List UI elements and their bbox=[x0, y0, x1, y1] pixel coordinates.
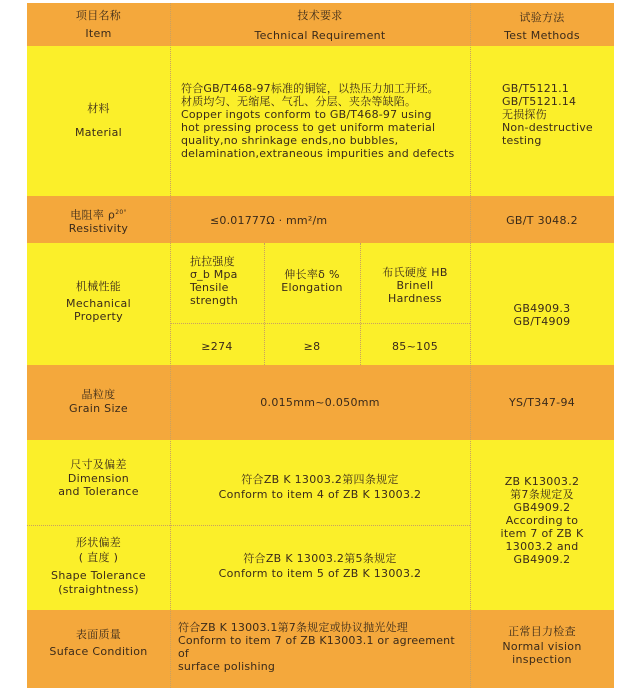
test-line: GB/T5121.14 bbox=[502, 95, 577, 108]
grid-line bbox=[27, 525, 470, 526]
test-line: GB4909.3 bbox=[513, 302, 571, 315]
shape-requirement-cn: 符合ZB K 13003.2第5条规定 bbox=[243, 552, 397, 565]
test-line: ZB K13003.2 bbox=[504, 475, 580, 488]
col-line: Tensile bbox=[190, 281, 229, 294]
req-line: 材质均匀、无缩尾、气孔、分层、夹杂等缺陷。 bbox=[181, 95, 417, 108]
surface-test bbox=[470, 625, 614, 666]
grain-name-cn: 晶粒度 bbox=[81, 388, 116, 401]
req-line: Copper ingots conform to GB/T468-97 using bbox=[181, 108, 432, 121]
surface-name-cn: 表面质量 bbox=[75, 628, 122, 641]
shape-name-cn-2: ( 直度 ) bbox=[78, 551, 119, 564]
col-line: 布氏硬度 HB bbox=[382, 266, 448, 279]
test-line: 第7条规定及 bbox=[510, 488, 574, 501]
grain-name-en: Grain Size bbox=[69, 402, 128, 415]
material-name-en: Material bbox=[74, 126, 123, 139]
grid-line bbox=[470, 3, 471, 688]
col-line: Hardness bbox=[388, 292, 442, 305]
test-line: GB/T5121.1 bbox=[502, 82, 569, 95]
grain-requirement: 0.015mm~0.050mm bbox=[260, 396, 380, 409]
resistivity-name-en: Resistivity bbox=[68, 222, 129, 235]
grain-test: YS/T347-94 bbox=[508, 396, 576, 409]
shape-name-en-1: Shape Tolerance bbox=[51, 569, 146, 582]
test-line: 正常目力检查 bbox=[508, 625, 576, 638]
test-line: 13003.2 and bbox=[505, 540, 579, 553]
test-line: inspection bbox=[512, 653, 572, 666]
req-line: quality,no shrinkage ends,no bubbles, bbox=[181, 134, 399, 147]
test-line: Non-destructive bbox=[502, 121, 593, 134]
test-line: GB/T4909 bbox=[513, 315, 571, 328]
tensile-strength-header bbox=[190, 255, 262, 307]
test-line: 无损探伤 bbox=[502, 108, 547, 121]
dimension-name-cn: 尺寸及偏差 bbox=[70, 458, 127, 471]
mechanical-name-en-2: Property bbox=[74, 310, 123, 323]
mechanical-name-en-1: Mechanical bbox=[66, 297, 131, 310]
test-line: item 7 of ZB K bbox=[500, 527, 584, 540]
resistivity-requirement: ≤0.01777Ω · mm²/m bbox=[210, 214, 328, 227]
shape-requirement-en: Conform to item 5 of ZB K 13003.2 bbox=[218, 567, 422, 580]
resistivity-name-cn: 电阻率 $\rho^{20^\circ}$ bbox=[70, 208, 127, 222]
shape-name-en-2: (straightness) bbox=[58, 583, 139, 596]
header-test-en: Test Methods bbox=[504, 29, 580, 42]
grid-line bbox=[170, 323, 470, 324]
header-test-cn: 试验方法 bbox=[519, 11, 565, 24]
hardness-value: 85~105 bbox=[391, 340, 438, 353]
header-requirement-cn: 技术要求 bbox=[297, 9, 343, 22]
material-test bbox=[502, 82, 612, 147]
dimension-name-en-1: Dimension bbox=[67, 472, 130, 485]
test-line: Normal vision bbox=[502, 640, 582, 653]
test-line: testing bbox=[502, 134, 542, 147]
req-line: 符合ZB K 13003.1第7条规定或协议抛光处理 bbox=[178, 621, 408, 634]
req-line: surface polishing bbox=[178, 660, 276, 673]
test-line: GB4909.2 bbox=[513, 501, 571, 514]
req-line: 符合GB/T468-97标准的铜锭，以热压力加工开坯。 bbox=[181, 82, 439, 95]
col-line: Elongation bbox=[281, 281, 343, 294]
material-requirement bbox=[181, 82, 469, 160]
elongation-header bbox=[264, 268, 360, 294]
req-line: delamination,extraneous impurities and defects bbox=[181, 147, 455, 160]
elongation-value: ≥8 bbox=[303, 340, 321, 353]
col-line: 伸长率δ % bbox=[284, 268, 340, 281]
test-line: GB4909.2 bbox=[513, 553, 571, 566]
material-name-cn: 材料 bbox=[87, 102, 110, 115]
mechanical-test bbox=[470, 302, 614, 328]
dimension-requirement-en: Conform to item 4 of ZB K 13003.2 bbox=[218, 488, 422, 501]
dimension-name-en-2: and Tolerance bbox=[58, 485, 139, 498]
header-item-cn: 项目名称 bbox=[75, 9, 122, 22]
req-line: hot pressing process to get uniform material bbox=[181, 121, 436, 134]
header-item-en: Item bbox=[85, 27, 112, 40]
col-line: strength bbox=[190, 294, 238, 307]
hardness-header bbox=[360, 266, 470, 305]
col-line: Brinell bbox=[396, 279, 434, 292]
surface-name-en: Suface Condition bbox=[49, 645, 148, 658]
mechanical-name-cn: 机械性能 bbox=[75, 280, 122, 293]
dimension-requirement-cn: 符合ZB K 13003.2第四条规定 bbox=[241, 473, 399, 486]
header-requirement-en: Technical Requirement bbox=[254, 29, 386, 42]
test-line: According to bbox=[505, 514, 579, 527]
resistivity-superscript: 20° bbox=[115, 209, 127, 216]
tensile-value: ≥274 bbox=[201, 340, 233, 353]
surface-requirement bbox=[178, 621, 468, 673]
req-line: Conform to item 7 of ZB K13003.1 or agreement of bbox=[178, 634, 455, 660]
resistivity-test: GB/T 3048.2 bbox=[506, 214, 578, 227]
dimension-shape-test bbox=[470, 475, 614, 566]
col-line: σ_b Mpa bbox=[190, 268, 238, 281]
col-line: 抗拉强度 bbox=[190, 255, 235, 268]
shape-name-cn: 形状偏差 bbox=[75, 536, 122, 549]
